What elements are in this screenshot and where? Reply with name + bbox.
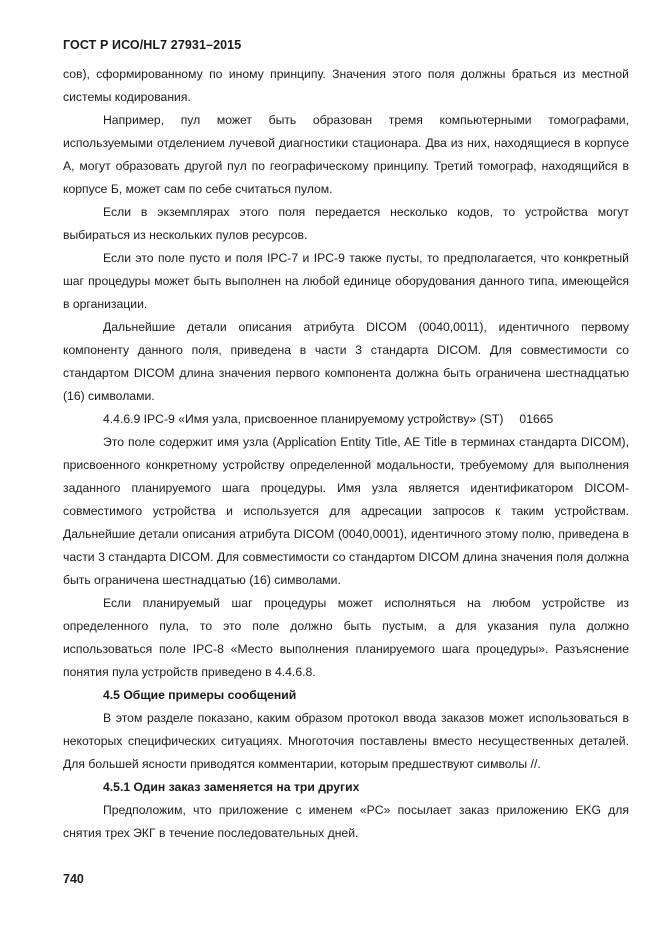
section-heading-4-5-1: 4.5.1 Один заказ заменяется на три других — [103, 780, 360, 794]
clause-title: 4.4.6.9 IPC-9 «Имя узла, присвоенное планируемому устройству» (ST) — [103, 412, 504, 426]
page-body — [63, 63, 629, 845]
paragraph-pool-example: Например, пул может быть образован тремя компьютерными томографами, используемыми отделением лучевой диагностики стационара. Два из них, находящиеся в корпусе А, могут образовать другой пул по географическому принципу. Третий томограф, находящийся в корпусе Б, может сам по себе считаться пулом. — [63, 113, 629, 196]
paragraph-pc-order: Предположим, что приложение с именем «PC» посылает заказ приложению EKG для снятия трех ЭКГ в течение последовательных дней. — [63, 803, 629, 840]
paragraph-empty-field: Если это поле пусто и поля IPC-7 и IPC-9 также пусты, то предполагается, что конкретный шаг процедуры может быть выполнен на любой единице оборудования данного типа, имеющейся в организации. — [63, 251, 629, 311]
paragraph-multiple-codes: Если в экземплярах этого поля передается несколько кодов, то устройства могут выбираться из нескольких пулов ресурсов. — [63, 205, 629, 242]
paragraph-continuation: сов), сформированному по иному принципу. Значения этого поля должны браться из местной системы кодирования. — [63, 67, 629, 104]
section-heading-4-5: 4.5 Общие примеры сообщений — [103, 688, 297, 702]
paragraph-ae-title: Это поле содержит имя узла (Application Entity Title, AE Title в терминах стандарта DICOM), присвоенного конкретному устройству определенной модальности, требуемому для выполнения заданного планируемого шага процедуры. Имя узла является идентификатором DICOM-совместимого устройства и используется для адресации запросов к таким устройствам. Дальнейшие детали описания атрибута DICOM (0040,0001), идентичного этому полю, приведена в части 3 стандарта DICOM. Для совместимости со стандартом DICOM длина значения поля должна быть ограничена шестнадцатью (16) символами. — [63, 435, 629, 587]
clause-code: 01665 — [519, 412, 554, 426]
running-header: ГОСТ Р ИСО/HL7 27931–2015 — [63, 38, 242, 52]
paragraph-dicom-details: Дальнейшие детали описания атрибута DICOM (0040,0011), идентичного первому компоненту данного поля, приведена в части 3 стандарта DICOM. Для совместимости со стандартом DICOM длина значения первого компонента должна быть ограничена шестнадцатью (16) символами. — [63, 320, 629, 403]
page-number: 740 — [63, 872, 84, 886]
clause-4-4-6-9 — [63, 408, 629, 431]
paragraph-pool-usage: Если планируемый шаг процедуры может исполняться на любом устройстве из определенного пула, то это поле должно быть пустым, а для указания пула должно использоваться поле IPC-8 «Место выполнения планируемого шага процедуры». Разъяснение понятия пула устройств приведено в 4.4.6.8. — [63, 596, 629, 679]
paragraph-section-intro: В этом разделе показано, каким образом протокол ввода заказов может использоваться в некоторых специфических ситуациях. Многоточия поставлены вместо несущественных деталей. Для большей ясности приводятся комментарии, которым предшествуют символы //. — [63, 711, 629, 771]
